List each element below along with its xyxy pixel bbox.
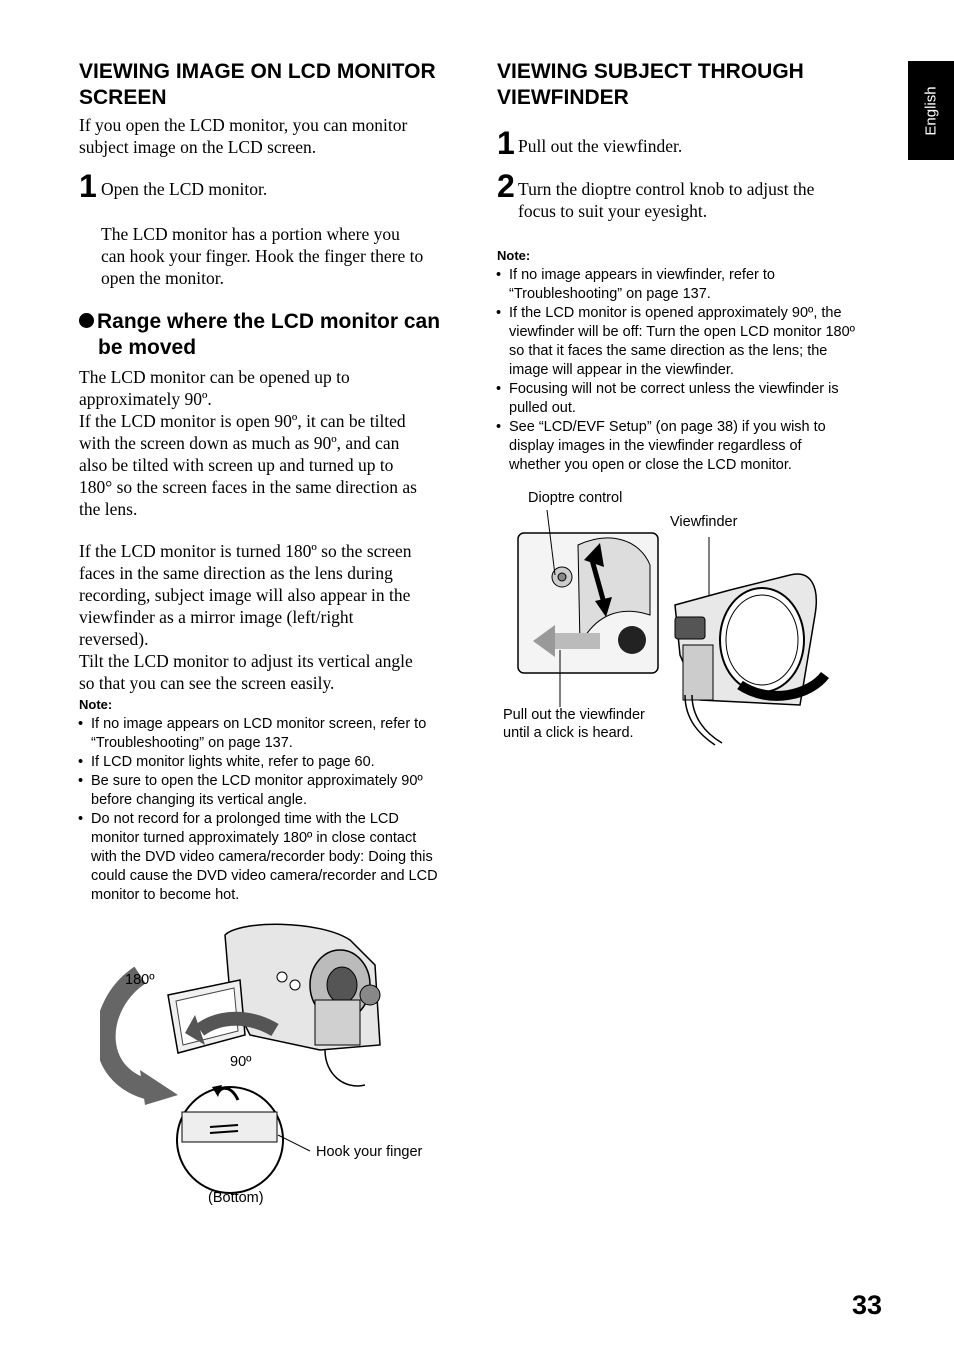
note-line: monitor to become hot. (91, 887, 240, 903)
note-item (496, 418, 896, 475)
left-subheading-line-2: be moved (98, 336, 197, 359)
left-paragraph-line: 180° so the screen faces in the same direction as (79, 477, 417, 497)
left-paragraph-line: faces in the same direction as the lens during (79, 563, 393, 583)
left-paragraph-line: The LCD monitor can be opened up to (79, 367, 350, 387)
left-subheading (79, 309, 479, 361)
note-line: whether you open or close the LCD monitor. (509, 457, 792, 473)
left-paragraph-2 (79, 540, 479, 694)
left-step-1-detail (101, 223, 481, 289)
note-line: could cause the DVD video camera/recorder and LCD (91, 868, 438, 884)
left-paragraph-line: Tilt the LCD monitor to adjust its vertical angle (79, 651, 413, 671)
label-hook-finger: Hook your finger (316, 1144, 423, 1160)
note-line: • Be sure to open the LCD monitor approximately 90º (91, 773, 423, 789)
right-step-1-text: Pull out the viewfinder. (518, 136, 683, 156)
note-item (496, 380, 896, 418)
left-intro (79, 114, 479, 158)
left-paragraph-line: If the LCD monitor is turned 180º so the screen (79, 541, 412, 561)
note-item (78, 715, 478, 753)
left-paragraph-line: recording, subject image will also appear in the (79, 585, 411, 605)
note-line: image will appear in the viewfinder. (509, 362, 734, 378)
right-note-list (496, 266, 896, 475)
left-step-1-detail-line: The LCD monitor has a portion where you (101, 224, 400, 244)
left-heading (79, 59, 479, 111)
label-dioptre-control: Dioptre control (528, 490, 623, 506)
left-heading-line-1: VIEWING IMAGE ON LCD MONITOR (79, 60, 436, 83)
right-step-1-number: 1 (497, 125, 515, 161)
left-step-1-text: Open the LCD monitor. (101, 179, 268, 199)
note-line: viewfinder will be off: Turn the open LCD monitor 180º (509, 324, 855, 340)
label-pull-out (503, 706, 645, 742)
left-paragraph-line: also be tilted with screen up and turned up to (79, 455, 394, 475)
right-step-2-line: focus to suit your eyesight. (518, 201, 708, 221)
page-number: 33 (852, 1290, 883, 1320)
note-line: • If no image appears on LCD monitor screen, refer to (91, 716, 427, 732)
label-viewfinder: Viewfinder (670, 514, 738, 530)
right-step-2-text (518, 178, 898, 222)
note-line: so that it faces the same direction as the lens; the (509, 343, 828, 359)
note-line: • If no image appears in viewfinder, refer to (509, 267, 775, 283)
left-heading-line-2: SCREEN (79, 86, 167, 109)
left-paragraph-line: with the screen down as much as 90º, and can (79, 433, 400, 453)
left-intro-line: subject image on the LCD screen. (79, 137, 317, 157)
left-subheading-line-1: Range where the LCD monitor can (97, 310, 441, 333)
language-tab-label: English (922, 85, 940, 136)
label-pull-out-line: until a click is heard. (503, 725, 634, 741)
left-step-1-detail-line: can hook your finger. Hook the finger there to (101, 246, 424, 266)
note-line: • If LCD monitor lights white, refer to page 60. (91, 754, 375, 770)
left-paragraph-line: If the LCD monitor is open 90º, it can be tilted (79, 411, 406, 431)
viewfinder-eyepiece (675, 617, 705, 639)
right-heading-line-1: VIEWING SUBJECT THROUGH (497, 60, 804, 83)
left-paragraph-line: the lens. (79, 499, 138, 519)
note-item (78, 753, 478, 772)
note-line: “Troubleshooting” on page 137. (509, 286, 711, 302)
left-intro-line: If you open the LCD monitor, you can monitor (79, 115, 408, 135)
note-line: display images in the viewfinder regardless of (509, 438, 802, 454)
note-line: monitor turned approximately 180º in close contact (91, 830, 417, 846)
note-item (78, 772, 478, 810)
left-paragraph-1 (79, 366, 479, 520)
left-paragraph-line: viewfinder as a mirror image (left/right (79, 607, 354, 627)
label-180: 180º (125, 972, 155, 988)
left-step-1-number: 1 (79, 168, 97, 204)
note-line: with the DVD video camera/recorder body: Doing this (91, 849, 433, 865)
left-step-1-detail-line: open the monitor. (101, 268, 224, 288)
right-step-2-line: Turn the dioptre control knob to adjust the (518, 179, 815, 199)
note-item (496, 304, 896, 380)
right-note-title: Note: (497, 248, 531, 263)
right-heading (497, 59, 897, 111)
label-pull-out-line: Pull out the viewfinder (503, 707, 645, 723)
left-paragraph-line: so that you can see the screen easily. (79, 673, 335, 693)
note-item (496, 266, 896, 304)
note-line: • See “LCD/EVF Setup” (on page 38) if you wish to (509, 419, 826, 435)
lcd-monitor-illustration (100, 915, 440, 1215)
note-line: • Do not record for a prolonged time with the LCD (91, 811, 399, 827)
left-paragraph-line: reversed). (79, 629, 149, 649)
left-note-list (78, 715, 478, 905)
left-paragraph-line: approximately 90º. (79, 389, 212, 409)
note-item (78, 810, 478, 905)
note-line: pulled out. (509, 400, 576, 416)
label-90: 90º (230, 1054, 252, 1070)
right-step-2-number: 2 (497, 168, 515, 204)
language-tab (908, 61, 954, 160)
bullet-dot-icon (79, 313, 94, 328)
note-line: “Troubleshooting” on page 137. (91, 735, 293, 751)
right-heading-line-2: VIEWFINDER (497, 86, 629, 109)
left-note-title: Note: (79, 697, 113, 712)
note-line: • Focusing will not be correct unless the viewfinder is (509, 381, 839, 397)
note-line: • If the LCD monitor is opened approximately 90º, the (509, 305, 842, 321)
label-bottom: (Bottom) (208, 1190, 264, 1206)
note-line: before changing its vertical angle. (91, 792, 308, 808)
